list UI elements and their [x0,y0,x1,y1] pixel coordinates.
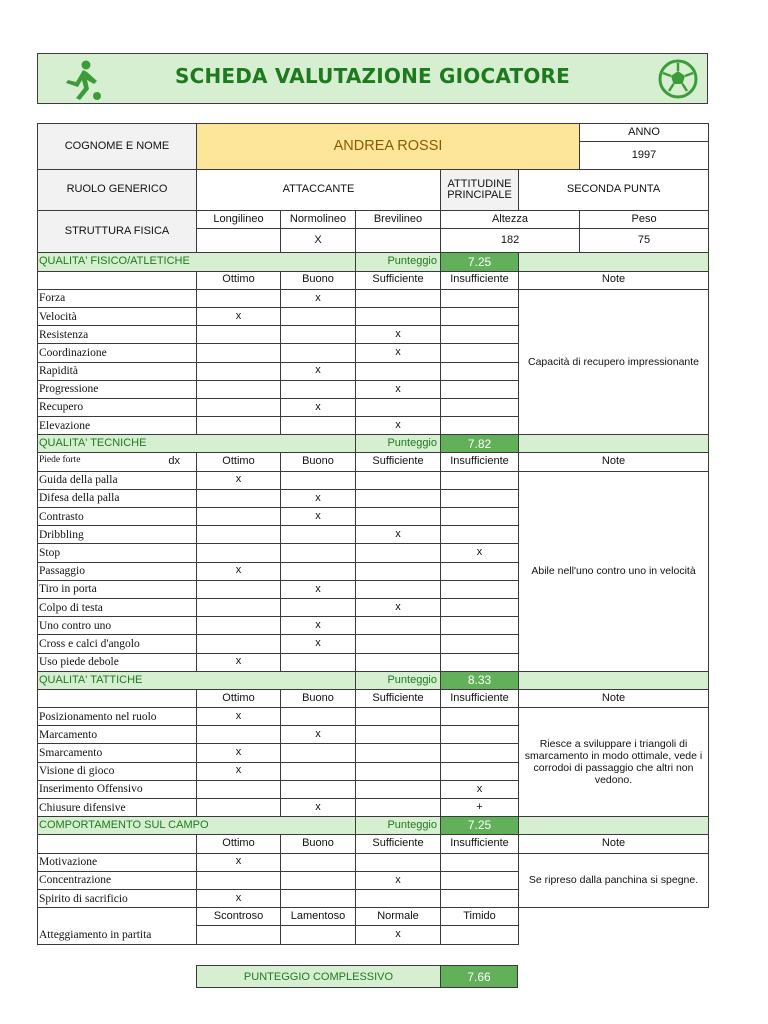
name-label: COGNOME E NOME [38,124,197,170]
weight-label: Peso [580,211,709,229]
rating-mark: x [197,708,281,726]
criterion-label: Stop [38,544,197,562]
rating-mark [441,289,519,307]
note-label: Note [519,453,709,471]
rating-mark: x [281,799,356,817]
rating-mark: x [197,744,281,762]
rating-mark [441,307,519,325]
score-label: Punteggio [356,671,441,689]
rating-mark [356,508,441,526]
rating-mark [281,326,356,344]
rating-mark: x [281,489,356,507]
rating-mark [356,489,441,507]
attitude-mark [197,926,281,944]
rating-mark [356,762,441,780]
criterion-label: Visione di gioco [38,762,197,780]
criterion-label: Cross e calci d'angolo [38,635,197,653]
rating-mark: x [281,726,356,744]
rating-mark [197,580,281,598]
build-label: STRUTTURA FISICA [38,211,197,253]
criterion-row [38,471,709,489]
rating-mark [356,853,441,871]
criterion-label: Resistenza [38,326,197,344]
tactical-rows [38,708,709,817]
rating-mark [441,853,519,871]
rating-mark: x [197,853,281,871]
rating-mark: x [281,508,356,526]
rating-mark [197,780,281,798]
rating-mark [441,762,519,780]
attitude-label: Atteggiamento in partita [38,926,197,944]
section-title: COMPORTAMENTO SUL CAMPO [38,817,356,835]
rating-mark [281,562,356,580]
rating-mark [441,562,519,580]
rating-mark [281,780,356,798]
criterion-label: Inserimento Offensivo [38,780,197,798]
total-score: 7.66 [441,966,517,987]
rating-mark [281,598,356,616]
section-title: QUALITA' TATTICHE [38,671,356,689]
page-title: SCHEDA VALUTAZIONE GIOCATORE [174,64,571,88]
criterion-label: Forza [38,289,197,307]
rating-mark: x [281,362,356,380]
rating-mark [197,799,281,817]
rating-mark [356,726,441,744]
build-option: Brevilineo [356,211,441,229]
attitude-option: Normale [356,908,441,926]
rating-mark: x [281,289,356,307]
rating-mark [197,362,281,380]
rating-mark: + [441,799,519,817]
scale-header: Ottimo [197,835,281,853]
rating-mark [441,580,519,598]
section-header-tactical [38,671,709,689]
rating-mark [281,380,356,398]
rating-mark: x [441,780,519,798]
aptitude-label: ATTITUDINE PRINCIPALE [441,170,519,211]
build-option: Normolineo [281,211,356,229]
rating-mark [197,417,281,435]
criterion-label: Elevazione [38,417,197,435]
physical-rows [38,289,709,435]
rating-mark [356,471,441,489]
criterion-label: Rapidità [38,362,197,380]
section-note: Riesce a sviluppare i triangoli di smarcamento in modo ottimale, vede i corrodoi di passaggio che altri non vedono. [519,708,709,817]
rating-mark [356,708,441,726]
evaluation-sheet [37,123,709,945]
rating-mark: x [197,889,281,907]
rating-mark [356,307,441,325]
criterion-row [38,289,709,307]
rating-mark [356,744,441,762]
scale-header: Insufficiente [441,271,519,289]
rating-mark [281,708,356,726]
attitude-option: Scontroso [197,908,281,926]
rating-mark [441,362,519,380]
rating-mark [441,526,519,544]
section-score: 7.82 [441,435,519,453]
section-header-physical [38,253,709,271]
rating-mark [441,326,519,344]
weight-value: 75 [580,229,709,253]
build-mark: X [281,229,356,253]
scale-header: Buono [281,453,356,471]
rating-mark [356,635,441,653]
criterion-label: Concentrazione [38,871,197,889]
criterion-label: Progressione [38,380,197,398]
scale-blank [38,689,197,707]
scale-header: Sufficiente [356,689,441,707]
rating-mark [197,508,281,526]
rating-mark [197,617,281,635]
rating-mark [281,871,356,889]
rating-mark [441,635,519,653]
criterion-label: Contrasto [38,508,197,526]
section-note: Abile nell'uno contro uno in velocità [519,471,709,671]
section-score: 7.25 [441,253,519,271]
scale-header: Ottimo [197,689,281,707]
scale-header: Sufficiente [356,453,441,471]
attitude-mark: x [356,926,441,944]
rating-mark [281,544,356,562]
year-label: ANNO [580,124,709,142]
rating-mark [281,853,356,871]
role-label: RUOLO GENERICO [38,170,197,211]
rating-mark: x [197,653,281,671]
attitude-option: Lamentoso [281,908,356,926]
scale-header: Insufficiente [441,835,519,853]
scale-header: Sufficiente [356,835,441,853]
build-option: Longilineo [197,211,281,229]
soccer-ball-icon [657,58,699,100]
strong-foot-cell [38,453,197,471]
rating-mark: x [281,617,356,635]
rating-mark [356,544,441,562]
rating-mark [356,889,441,907]
rating-mark [441,380,519,398]
section-score: 7.25 [441,817,519,835]
rating-mark [197,871,281,889]
score-label: Punteggio [356,817,441,835]
section-filler [519,817,709,835]
section-note: Capacità di recupero impressionante [519,289,709,435]
rating-mark [197,526,281,544]
scale-header: Buono [281,271,356,289]
rating-mark [441,871,519,889]
criterion-label: Marcamento [38,726,197,744]
section-filler [519,253,709,271]
header-banner [37,53,708,104]
note-label: Note [519,271,709,289]
rating-mark [441,726,519,744]
criterion-row [38,708,709,726]
criterion-label: Difesa della palla [38,489,197,507]
criterion-label: Passaggio [38,562,197,580]
rating-mark [356,580,441,598]
rating-mark: x [356,380,441,398]
scale-blank [38,271,197,289]
rating-mark: x [356,526,441,544]
rating-mark [441,471,519,489]
attitude-mark [281,926,356,944]
rating-mark [281,889,356,907]
criterion-label: Dribbling [38,526,197,544]
total-score-box [196,965,518,988]
rating-mark [197,598,281,616]
rating-mark [441,744,519,762]
rating-mark [197,289,281,307]
rating-mark [197,398,281,416]
rating-mark: x [197,471,281,489]
rating-mark: x [281,398,356,416]
score-label: Punteggio [356,253,441,271]
strong-foot-value: dx [168,455,180,468]
rating-mark: x [281,635,356,653]
scale-header: Buono [281,835,356,853]
scale-header: Ottimo [197,271,281,289]
criterion-label: Spirito di sacrificio [38,889,197,907]
role-value: ATTACCANTE [197,170,441,211]
criterion-label: Coordinazione [38,344,197,362]
rating-mark: x [197,562,281,580]
criterion-label: Uno contro uno [38,617,197,635]
rating-mark [281,762,356,780]
criterion-label: Smarcamento [38,744,197,762]
rating-mark [281,307,356,325]
rating-mark [281,344,356,362]
criterion-label: Colpo di testa [38,598,197,616]
rating-mark [441,398,519,416]
strong-foot-label: Piede forte [39,455,81,466]
rating-mark: x [197,762,281,780]
rating-mark [441,417,519,435]
rating-mark [356,653,441,671]
scale-header: Buono [281,689,356,707]
rating-mark [281,417,356,435]
height-label: Altezza [441,211,580,229]
rating-mark [281,526,356,544]
rating-mark [356,362,441,380]
rating-mark [441,489,519,507]
rating-mark [197,489,281,507]
criterion-label: Velocità [38,307,197,325]
rating-mark [441,344,519,362]
rating-mark [281,744,356,762]
rating-mark [441,889,519,907]
rating-mark [356,617,441,635]
rating-mark: x [356,871,441,889]
year-value: 1997 [580,142,709,170]
criterion-label: Posizionamento nel ruolo [38,708,197,726]
section-header-technical [38,435,709,453]
scale-header: Sufficiente [356,271,441,289]
aptitude-value: SECONDA PUNTA [519,170,709,211]
rating-mark [356,780,441,798]
scale-header: Insufficiente [441,689,519,707]
height-value: 182 [441,229,580,253]
scale-blank [38,835,197,853]
rating-mark [441,708,519,726]
note-label: Note [519,689,709,707]
criterion-label: Motivazione [38,853,197,871]
rating-mark [197,635,281,653]
rating-mark [197,380,281,398]
build-mark [356,229,441,253]
section-title: QUALITA' TECNICHE [38,435,356,453]
rating-mark [356,562,441,580]
section-note: Se ripreso dalla panchina si spegne. [519,853,709,908]
scale-header: Insufficiente [441,453,519,471]
rating-mark [356,289,441,307]
criterion-row [38,853,709,871]
section-filler [519,671,709,689]
score-label: Punteggio [356,435,441,453]
rating-mark: x [281,580,356,598]
criterion-label: Tiro in porta [38,580,197,598]
behavior-rows [38,853,709,908]
rating-mark [441,598,519,616]
rating-mark [441,617,519,635]
section-filler [519,435,709,453]
section-title: QUALITA' FISICO/ATLETICHE [38,253,356,271]
player-name: ANDREA ROSSI [197,124,580,170]
rating-mark: x [356,344,441,362]
rating-mark [441,653,519,671]
rating-mark [356,799,441,817]
scale-header: Ottimo [197,453,281,471]
attitude-option: Timido [441,908,519,926]
total-label: PUNTEGGIO COMPLESSIVO [197,966,441,987]
attitude-blank [38,908,197,926]
rating-mark: x [441,544,519,562]
technical-rows [38,471,709,671]
build-mark [197,229,281,253]
section-header-behavior [38,817,709,835]
rating-mark [281,653,356,671]
rating-mark [197,544,281,562]
rating-mark [356,398,441,416]
attitude-mark [441,926,519,944]
rating-mark: x [197,307,281,325]
criterion-label: Uso piede debole [38,653,197,671]
rating-mark: x [356,417,441,435]
rating-mark [281,471,356,489]
note-label: Note [519,835,709,853]
criterion-label: Guida della palla [38,471,197,489]
section-score: 8.33 [441,671,519,689]
rating-mark [197,726,281,744]
rating-mark [441,508,519,526]
criterion-label: Chiusure difensive [38,799,197,817]
rating-mark [197,344,281,362]
rating-mark: x [356,326,441,344]
criterion-label: Recupero [38,398,197,416]
rating-mark [197,326,281,344]
rating-mark: x [356,598,441,616]
